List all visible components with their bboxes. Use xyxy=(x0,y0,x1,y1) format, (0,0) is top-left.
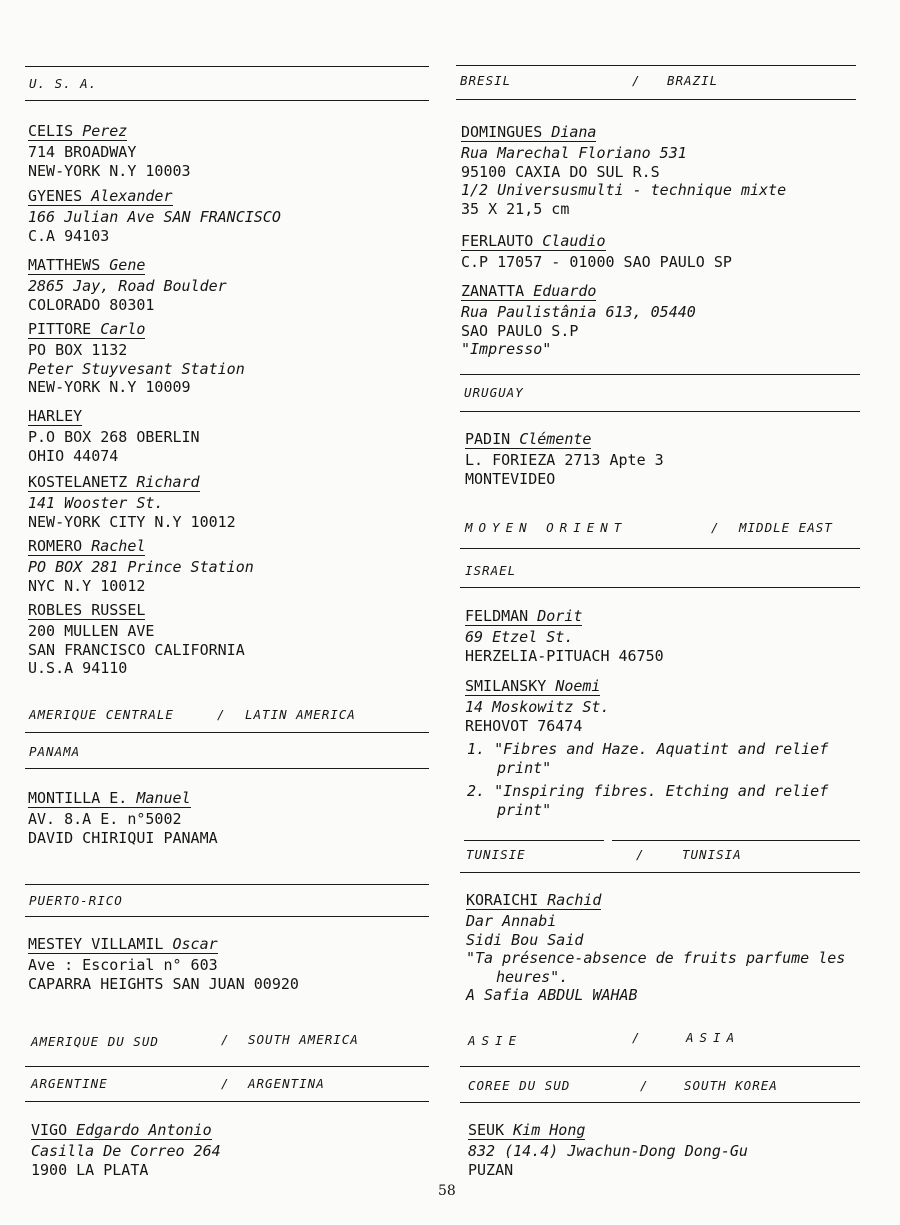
slash-divider: / xyxy=(221,1032,230,1047)
section-south-korea: SOUTH KOREA xyxy=(684,1078,778,1093)
section-argentine-fr: ARGENTINE xyxy=(31,1076,108,1091)
artist-name: HARLEY xyxy=(28,407,83,425)
entry-smilansky: SMILANSKY Noemi 14 Moskowitz St. REHOVOT 76474 xyxy=(465,677,610,735)
artist-name: VIGO Edgardo Antonio xyxy=(31,1121,212,1139)
rule xyxy=(464,840,604,841)
rule xyxy=(25,1101,429,1102)
entry-seuk: SEUK Kim Hong 832 (14.4) Jwachun-Dong Dong-Gu PUZAN xyxy=(468,1121,748,1179)
rule xyxy=(460,872,860,873)
entry-ferlauto: FERLAUTO Claudio C.P 17057 - 01000 SAO PAULO SP xyxy=(461,232,732,271)
section-coree: COREE DU SUD xyxy=(468,1078,571,1093)
rule xyxy=(456,99,856,100)
artist-name: GYENES Alexander xyxy=(28,187,173,205)
section-brazil: BRAZIL xyxy=(667,73,719,88)
section-puerto-rico: PUERTO-RICO xyxy=(29,893,123,908)
rule xyxy=(25,732,429,733)
slash-divider: / xyxy=(217,707,226,722)
artist-name: SMILANSKY Noemi xyxy=(465,677,601,695)
artist-name: ROMERO Rachel xyxy=(28,537,146,555)
rule xyxy=(25,1066,429,1067)
section-asia: ASIA xyxy=(686,1030,741,1045)
artist-name: FERLAUTO Claudio xyxy=(461,232,606,250)
entry-feldman: FELDMAN Dorit 69 Etzel St. HERZELIA-PITUACH 46750 xyxy=(465,607,664,665)
rule xyxy=(460,374,860,375)
rule xyxy=(460,1102,860,1103)
artist-name: MATTHEWS Gene xyxy=(28,256,146,274)
rule xyxy=(456,65,856,66)
artist-name: CELIS Perez xyxy=(28,122,128,140)
section-uruguay: URUGUAY xyxy=(464,385,524,400)
rule xyxy=(25,66,429,67)
entry-celis: CELIS Perez 714 BROADWAY NEW-YORK N.Y 10003 xyxy=(28,122,191,180)
slash-divider: / xyxy=(636,847,645,862)
section-south-america-fr: AMERIQUE DU SUD xyxy=(31,1034,159,1049)
entry-montilla: MONTILLA E. Manuel AV. 8.A E. n°5002 DAVID CHIRIQUI PANAMA xyxy=(28,789,218,847)
works-list: 1. "Fibres and Haze. Aquatint and relief print" 2. "Inspiring fibres. Etching and relief print" xyxy=(467,740,829,819)
section-tunisia: TUNISIA xyxy=(682,847,742,862)
entry-kostelanetz: KOSTELANETZ Richard 141 Wooster St. NEW-YORK CITY N.Y 10012 xyxy=(28,473,236,531)
slash-divider: / xyxy=(632,1030,641,1045)
entry-mestey: MESTEY VILLAMIL Oscar Ave : Escorial n° 603 CAPARRA HEIGHTS SAN JUAN 00920 xyxy=(28,935,299,993)
entry-koraichi: KORAICHI Rachid Dar Annabi Sidi Bou Said "Ta présence-absence de fruits parfume les heures". A Safia ABDUL WAHAB xyxy=(466,891,846,1004)
artist-name: ZANATTA Eduardo xyxy=(461,282,597,300)
section-usa: U. S. A. xyxy=(29,76,98,91)
artist-name: PITTORE Carlo xyxy=(28,320,146,338)
section-central-america-en: LATIN AMERICA xyxy=(245,707,356,722)
section-middle-east-fr: MOYEN ORIENT xyxy=(465,520,628,535)
artist-name: MONTILLA E. Manuel xyxy=(28,789,191,807)
rule xyxy=(612,840,860,841)
page-number: 58 xyxy=(438,1183,456,1199)
artist-name: PADIN Clémente xyxy=(465,430,592,448)
section-south-america-en: SOUTH AMERICA xyxy=(248,1032,359,1047)
slash-divider: / xyxy=(221,1076,230,1091)
entry-pittore: PITTORE Carlo PO BOX 1132 Peter Stuyvesant Station NEW-YORK N.Y 10009 xyxy=(28,320,245,396)
section-tunisie: TUNISIE xyxy=(466,847,526,862)
artist-name: DOMINGUES Diana xyxy=(461,123,597,141)
rule xyxy=(460,587,860,588)
section-middle-east-en: MIDDLE EAST xyxy=(739,520,833,535)
artist-name: SEUK Kim Hong xyxy=(468,1121,586,1139)
rule xyxy=(25,916,429,917)
entry-domingues: DOMINGUES Diana Rua Marechal Floriano 531 95100 CAXIA DO SUL R.S 1/2 Universusmulti - technique mixte 35 X 21,5 cm xyxy=(461,123,787,218)
entry-harley: HARLEY P.O BOX 268 OBERLIN OHIO 44074 xyxy=(28,407,200,465)
section-israel: ISRAEL xyxy=(465,563,517,578)
rule xyxy=(25,884,429,885)
entry-gyenes: GYENES Alexander 166 Julian Ave SAN FRANCISCO C.A 94103 xyxy=(28,187,281,245)
entry-zanatta: ZANATTA Eduardo Rua Paulistânia 613, 05440 SAO PAULO S.P "Impresso" xyxy=(461,282,696,358)
section-central-america-fr: AMERIQUE CENTRALE xyxy=(29,707,174,722)
section-panama: PANAMA xyxy=(29,744,81,759)
entry-padin: PADIN Clémente L. FORIEZA 2713 Apte 3 MONTEVIDEO xyxy=(465,430,664,488)
slash-divider: / xyxy=(632,73,641,88)
entry-vigo: VIGO Edgardo Antonio Casilla De Correo 264 1900 LA PLATA xyxy=(31,1121,221,1179)
rule xyxy=(460,548,860,549)
artist-name: ROBLES RUSSEL xyxy=(28,601,146,619)
rule xyxy=(25,768,429,769)
slash-divider: / xyxy=(711,520,720,535)
artist-name: KOSTELANETZ Richard xyxy=(28,473,200,491)
artist-name: KORAICHI Rachid xyxy=(466,891,602,909)
section-argentine-en: ARGENTINA xyxy=(248,1076,325,1091)
rule xyxy=(25,100,429,101)
entry-robles: ROBLES RUSSEL 200 MULLEN AVE SAN FRANCISCO CALIFORNIA U.S.A 94110 xyxy=(28,601,245,677)
section-bresil: BRESIL xyxy=(460,73,512,88)
rule xyxy=(460,1066,860,1067)
artist-name: MESTEY VILLAMIL Oscar xyxy=(28,935,218,953)
slash-divider: / xyxy=(640,1078,649,1093)
artist-name: FELDMAN Dorit xyxy=(465,607,583,625)
section-asie: ASIE xyxy=(468,1033,523,1048)
entry-matthews: MATTHEWS Gene 2865 Jay, Road Boulder COLORADO 80301 xyxy=(28,256,227,314)
rule xyxy=(460,411,860,412)
entry-romero: ROMERO Rachel PO BOX 281 Prince Station NYC N.Y 10012 xyxy=(28,537,254,595)
